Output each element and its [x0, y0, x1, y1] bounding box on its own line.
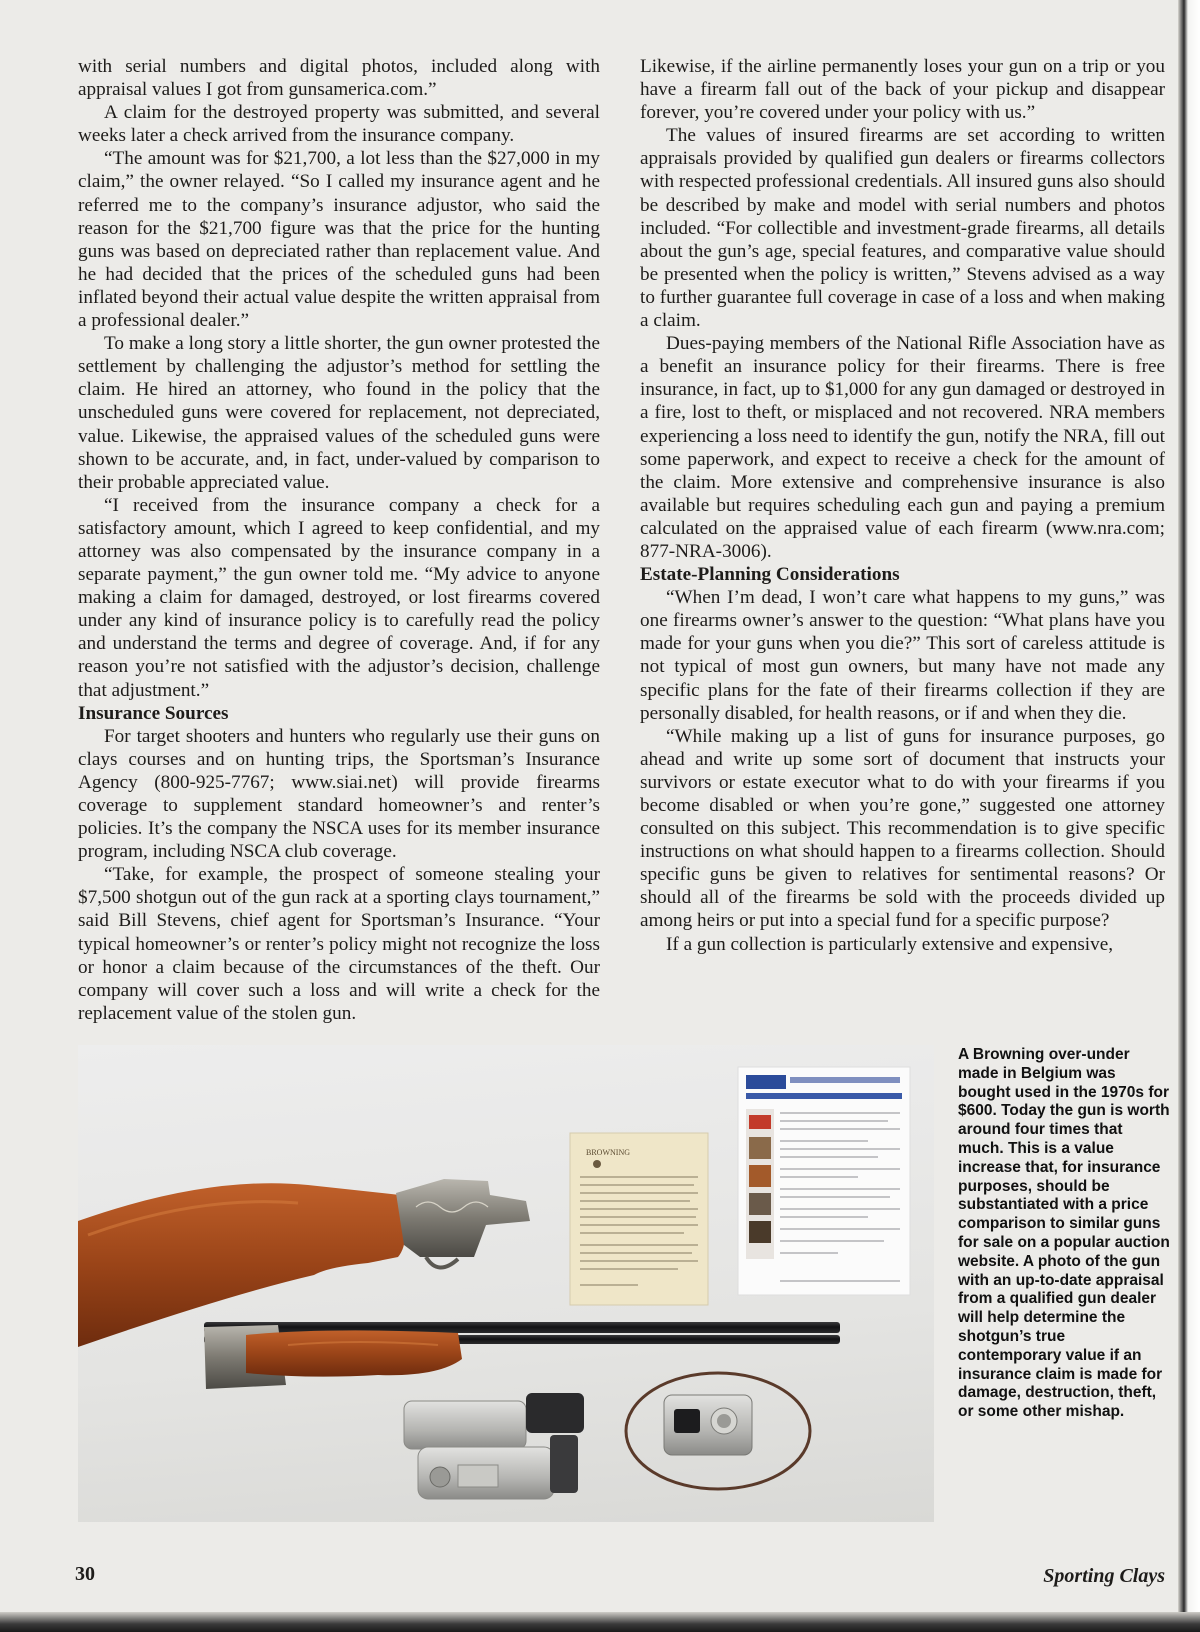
publication-name: Sporting Clays: [1043, 1565, 1165, 1587]
paragraph: “While making up a list of guns for insurance purposes, go ahead and write up some sort of document that instructs your survivors or estate executor what to do with your firearms if you become disabled or when you’re gone,” suggested one attorney consulted on this subject. This recommendation is to give specific instructions on what should happen to a firearms collection. Should specific guns be given to relatives for sentimental reasons? Or should all of the firearms be sold with the proceeds divided up among heirs or put into a special fund for a specific purpose?: [640, 725, 1165, 932]
appraisal-letter: [570, 1133, 708, 1305]
page-edge-bottom: [0, 1612, 1200, 1632]
paragraph: Dues-paying members of the National Rifle Association have as a benefit an insurance policy for their firearms. There is free insurance, in fact, up to $1,000 for any gun damaged or destroyed in a fire, lost to theft, or misplaced and not recovered. NRA members experiencing a loss need to identify the gun, notify the NRA, fill out some paperwork, and expect to receive a check for the amount of the claim. More extensive and comprehensive insurance is also available but requires scheduling each gun and paying a premium calculated on the appraised value of each firearm (www.nra.com; 877-NRA-3006).: [640, 333, 1165, 562]
paragraph: with serial numbers and digital photos, included along with appraisal values I got from gunsamerica.com.”: [78, 56, 600, 101]
letterhead-text: BROWNING: [586, 1148, 630, 1157]
photo-illustration: [78, 1045, 934, 1522]
paragraph: Likewise, if the airline permanently loses your gun on a trip or you have a firearm fall out of the back of your pickup and disappear forever, you’re covered under your policy with us.”: [640, 56, 1165, 124]
shotgun-barrels: [204, 1322, 840, 1389]
paragraph: “I received from the insurance company a check for a satisfactory amount, which I agreed to keep confidential, and my attorney was also compensated by the insurance company in a separate payment,” the gun owner told me. “My advice to anyone making a claim for damaged, destroyed, or lost firearms covered under any kind of insurance policy is to carefully read the policy and understand the terms and degree of coverage. And, if for any reason you’re not satisfied with the adjustor’s decision, challenge that adjustment.”: [78, 494, 600, 701]
section-heading: Estate-Planning Considerations: [640, 564, 900, 586]
paragraph: For target shooters and hunters who regularly use their guns on clays courses and on hunting trips, the Sportsman’s Insurance Agency (800-925-7767; www.siai.net) will provide firearms coverage to supplement standard homeowner’s and renter’s policies. It’s the company the NSCA uses for its member insurance program, including NSCA club coverage.: [78, 725, 600, 863]
photo-caption: A Browning over-under made in Belgium was bought used in the 1970s for $600. Today the gun is worth around four times that much. This is a value increase that, for insurance purposes, should be substantiated with a price comparison to similar guns for sale on a popular auction website. A photo of the gun with an up-to-date appraisal from a qualified gun dealer will help determine the shotgun’s true contemporary value if an insurance claim is made for damage, destruction, theft, or some other mishap.: [958, 1046, 1170, 1421]
paragraph: To make a long story a little shorter, the gun owner protested the settlement by challenging the adjustor’s method for settling the claim. He hired an attorney, who found in the policy that the unscheduled guns were covered for replacement, not depreciated, value. Likewise, the appraised values of the scheduled guns were shown to be accurate, and, in fact, under-valued by comparison to their probable appreciated value.: [78, 333, 600, 493]
left-column: [78, 55, 600, 1025]
paragraph: “Take, for example, the prospect of someone stealing your $7,500 shotgun out of the gun rack at a sporting clays tournament,” said Bill Stevens, chief agent for Sportsman’s Insurance. “Your typical homeowner’s or renter’s policy might not recognize the loss or honor a claim because of the circumstances of the theft. Our company will cover such a loss and will write a check for the replacement value of the stolen gun.: [78, 864, 600, 1024]
page-number: 30: [75, 1563, 95, 1585]
right-column: [640, 55, 1165, 956]
paragraph: The values of insured firearms are set according to written appraisals provided by qualified gun dealers or firearms collectors with respected professional credentials. All insured guns also should be described by make and model with serial numbers and photos included. “For collectible and investment-grade firearms, all details about the gun’s age, special features, and comparative value should be presented when the policy is written,” Stevens advised as a way to further guarantee full coverage in case of a loss and when making a claim.: [640, 125, 1165, 332]
paragraph: “When I’m dead, I won’t care what happens to my guns,” was one firearms owner’s answer to the question: “What plans have you made for your guns when you die?” This sort of careless attitude is not typical of most gun owners, but many have not made any specific plans for the fate of their firearms collection if they are personally disabled, for health reasons, or if and when they die.: [640, 587, 1165, 724]
paragraph: A claim for the destroyed property was submitted, and several weeks later a check arrived from the insurance company.: [78, 102, 600, 147]
digital-camera: [626, 1373, 810, 1489]
paragraph: “The amount was for $21,700, a lot less than the $27,000 in my claim,” the owner relayed. “So I called my insurance agent and he referred me to the company’s insurance adjustor, who said the reason for the $21,700 figure was that the price for the hunting guns was based on depreciated rather than replacement value. And he had decided that the prices of the scheduled guns had been inflated beyond their actual value despite the written appraisal from a professional dealer.”: [78, 148, 600, 332]
paragraph: If a gun collection is particularly extensive and expensive,: [666, 933, 1114, 955]
camcorder: [404, 1393, 584, 1499]
section-heading: Insurance Sources: [78, 702, 229, 724]
shotgun-photo: [78, 1045, 934, 1522]
shotgun-stock: [78, 1179, 530, 1347]
page-edge: [1178, 0, 1200, 1632]
auction-printout: [738, 1067, 910, 1295]
